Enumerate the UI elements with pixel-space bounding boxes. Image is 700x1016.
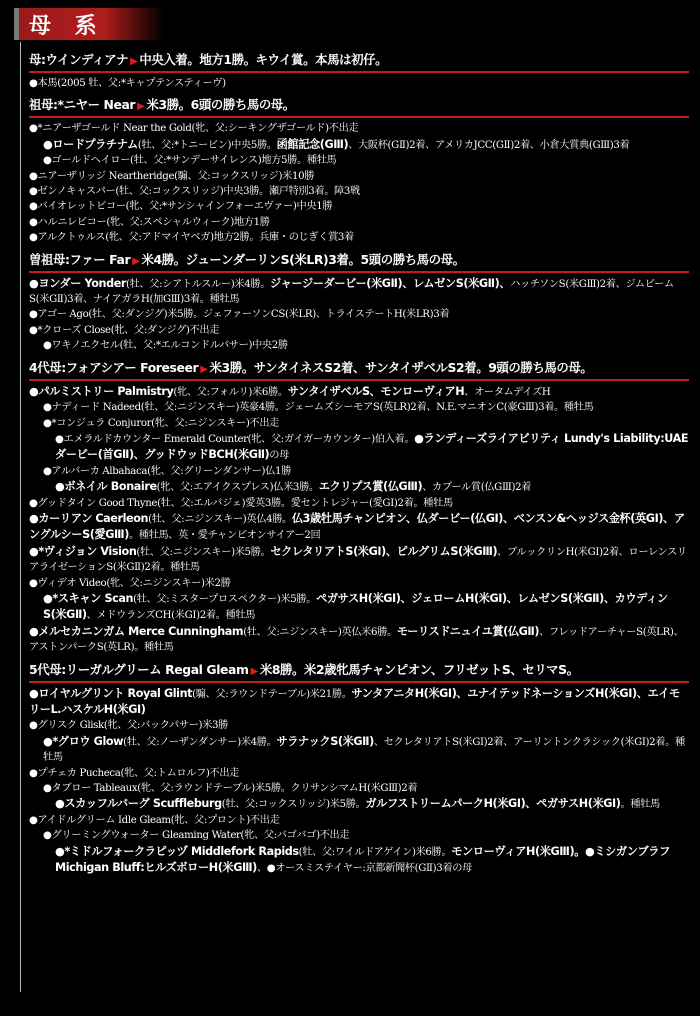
entry-text: ●ゼンノキャスパー(牡、父:コックスリッジ)中央3勝。瀬戸特別3着。障3戦 — [29, 186, 360, 198]
generation-section — [29, 660, 689, 877]
title-banner — [14, 8, 164, 40]
entry-text: 。種牡馬、英・愛チャンピオンサイアー2回 — [128, 530, 321, 542]
entry-bold-text: サンタアニタH(米GⅠ)、ユナイテッドネーションズH(米GⅠ)、エイモリーL.ハスケルH(米GⅠ) — [29, 686, 680, 716]
section-heading — [29, 358, 689, 377]
entry-text: (牡、父:シアトルスルー)米4勝。 — [126, 278, 271, 290]
entry-text: ●ゴールドヘイロー(牡、父:*サンデーサイレンス)地方5勝。種牡馬 — [43, 155, 337, 167]
entry-text: ●*ニアーザゴールド Near the Gold(牝、父:シーキングザゴールド)不出走 — [29, 123, 359, 135]
horse-entry — [29, 384, 689, 400]
horse-entry — [29, 215, 689, 230]
entry-bold-text: ●ヨンダー Yonder — [29, 276, 126, 290]
entry-text: ●アゴー Ago(牡、父:ダンジグ)米5勝。ジェファーソンCS(米LR)、トライステートH(米LR)3着 — [29, 309, 450, 321]
entry-text: ●アルバーカ Albahaca(牝、父:グリーンダンサー)仏1勝 — [43, 465, 291, 477]
title-marker — [14, 8, 19, 40]
entry-text: 、フレッドアーチャーS(英LR)、アストンパークS(英LR)。種牡馬 — [29, 626, 684, 654]
horse-entry — [29, 844, 689, 877]
entry-text: 、カブール賞(仏GⅢ)2着 — [422, 482, 532, 494]
entry-bold-text: 仏3歳牡馬チャンピオン、仏ダービー(仏GⅠ)、ベンスン&ヘッジス金杯(英GⅠ)、アングルシーS(愛GⅢ) — [29, 511, 685, 542]
entry-bold-text: セクレタリアトS(米GⅠ)、ピルグリムS(米GⅢ) — [270, 544, 498, 558]
section-heading-name: 祖母:*ニヤー Near — [29, 97, 136, 113]
entry-text: ●エメラルドカウンター Emerald Counter(牝、父:ガイガーカウンター)伯入着。 — [55, 433, 415, 445]
red-arrow-icon: ▶ — [132, 255, 140, 267]
entry-bold-text: 函館記念(GⅢ) — [276, 137, 349, 151]
generation-section — [29, 95, 689, 245]
entry-text: 。種牡馬 — [620, 799, 660, 811]
horse-entry — [29, 323, 689, 338]
entry-text: 、●オースミステイヤー:京都新聞杯(GⅡ)3着の母 — [256, 863, 472, 875]
maternal-line-content — [29, 50, 689, 880]
entry-bold-text: ●*ミドルフォークラピッヅ Middlefork Rapids — [55, 844, 299, 858]
entry-text: の母 — [269, 450, 289, 462]
section-heading-name: 母:ウインディアナ — [29, 52, 129, 67]
entry-bold-text: サラナックS(米GⅡ) — [276, 734, 374, 748]
entry-text: ●*コンジュラ Conjuror(牝、父:ニジンスキー)不出走 — [43, 417, 280, 429]
horse-entry — [29, 479, 689, 495]
entry-text: ●グッドタイン Good Thyne(牡、父:エルバジェ)愛英3勝。愛セントレジャー(愛GⅠ)2着。種牡馬 — [29, 497, 453, 509]
horse-entry — [29, 276, 689, 308]
horse-entry — [29, 431, 689, 464]
entry-bold-text: ●*スキャン Scan — [43, 591, 134, 605]
section-divider — [29, 379, 689, 381]
entry-text: 、ブルックリンH(米GⅠ)2着、ローレンスリアライゼーションS(米GⅡ)2着。種牡馬 — [29, 546, 687, 574]
horse-entry — [29, 718, 689, 733]
generation-section — [29, 50, 689, 91]
section-heading-text: 米8勝。米2歳牝馬チャンピオン、フリゼットS、セリマS。 — [259, 661, 579, 677]
entry-bold-text: ●パルミストリー Palmistry — [29, 384, 174, 398]
horse-entry — [29, 624, 689, 656]
entry-text: (牝、父:フォルリ)米6勝。 — [173, 386, 288, 398]
section-divider — [29, 271, 689, 273]
entry-bold-text: エクリプス賞(仏GⅢ) — [318, 480, 423, 494]
section-heading — [29, 250, 689, 269]
horse-entry — [29, 307, 689, 322]
horse-entry — [29, 153, 689, 168]
horse-entry — [29, 544, 689, 576]
entry-bold-text: ●スカッフルバーグ Scuffleburg — [55, 797, 222, 811]
entry-text: ●アイドルグリーム Idle Gleam(牝、父:プロント)不出走 — [29, 814, 280, 826]
section-heading-text: 米3勝。サンタイネスS2着、サンタイザベルS2着。9頭の勝ち馬の母。 — [209, 359, 593, 375]
entry-bold-text: ●*グロウ Glow — [43, 734, 124, 748]
entry-text: (牡、父:ニジンスキー)米5勝。 — [136, 546, 271, 558]
entry-text: (騸、父:ラウンドテーブル)米21勝。 — [192, 688, 352, 700]
red-arrow-icon: ▶ — [130, 56, 138, 67]
horse-entry — [29, 591, 689, 624]
section-heading-text: 中央入着。地方1勝。キウイ賞。本馬は初仔。 — [139, 52, 388, 67]
entry-text: (牝、父:エアイクスプレス)仏米3勝。 — [156, 482, 319, 494]
entry-text: ●ハルニレビコー(牝、父:スペシャルウィーク)地方1勝 — [29, 216, 270, 228]
entry-text: (牡、父:ノーザンダンサー)米4勝。 — [123, 736, 277, 748]
horse-entry — [29, 781, 689, 796]
entry-bold-text: ●ロードプラチナム — [43, 137, 138, 151]
entry-text: ●タブロー Tableaux(牝、父:ラウンドテーブル)米5勝。クリサンシマムH(米GⅢ)2着 — [43, 783, 418, 795]
horse-entry — [29, 416, 689, 431]
entry-text: ●バイオレットビコー(牝、父:*サンシャインフォーエヴァー)中央1勝 — [29, 201, 333, 213]
horse-entry — [29, 199, 689, 214]
entry-text: (牡、父:ニジンスキー)英仏4勝。 — [148, 513, 292, 525]
entry-text: ●プチェカ Pucheca(牝、父:トムロルフ)不出走 — [29, 767, 240, 779]
section-heading — [29, 95, 689, 114]
horse-entry — [29, 230, 689, 245]
entry-text: ●ニアーザリッジ Neartheridge(騸、父:コックスリッジ)米10勝 — [29, 170, 315, 182]
horse-entry — [29, 734, 689, 766]
entry-bold-text: ●*ヴィジョン Vision — [29, 544, 137, 558]
entry-text: ●グリスク Glisk(牝、父:バックパサー)米3勝 — [29, 720, 228, 732]
horse-entry — [29, 686, 689, 719]
horse-entry — [29, 338, 689, 353]
section-divider — [29, 681, 689, 683]
entry-bold-text: サンタイザベルS、モンローヴィアH — [287, 384, 465, 398]
horse-entry — [29, 121, 689, 136]
red-arrow-icon: ▶ — [137, 101, 145, 113]
horse-entry — [29, 400, 689, 415]
horse-entry — [29, 511, 689, 544]
entry-text: ●ワキノエクセル(牡、父:*エルコンドルパサー)中央2勝 — [43, 340, 288, 352]
entry-bold-text: モーリスドニュイユ賞(仏GⅡ) — [396, 624, 540, 638]
section-heading-text: 米4勝。ジューンダーリンS(米LR)3着。5頭の勝ち馬の母。 — [141, 251, 465, 267]
section-heading-name: 曽祖母:ファー Far — [29, 251, 131, 267]
horse-entry — [29, 464, 689, 479]
section-heading — [29, 660, 689, 679]
horse-entry — [29, 813, 689, 828]
section-divider — [29, 116, 689, 118]
entry-bold-text: ●ランディーズライアビリティ Lundy's Liability:UAEダービー(首GⅡ)、グッドウッドBCH(米GⅡ) — [55, 431, 689, 462]
entry-text: 、オータムデイズH — [464, 386, 551, 398]
entry-text: ●グリーミングウォーター Gleaming Water(牝、父:バゴバゴ)不出走 — [43, 830, 350, 842]
entry-bold-text: ●メルセカニンガム Merce Cunningham — [29, 624, 244, 638]
entry-bold-text: モンローヴィアH(米GⅢ)。●ミシガンブラフ Michigan Bluff:ヒルズボローH(米GⅢ) — [55, 844, 670, 875]
entry-text: 、大阪杯(GⅡ)2着、アメリカJCC(GⅡ)2着、小倉大賞典(GⅢ)3着 — [348, 139, 630, 151]
entry-text: ●本馬(2005 牡、父:*キャプテンスティーヴ) — [29, 78, 226, 89]
generation-section — [29, 358, 689, 656]
entry-bold-text: ガルフストリームパークH(米GⅠ)、ペガサスH(米GⅠ) — [365, 797, 621, 811]
left-rail-line — [20, 42, 21, 992]
section-heading-text: 米3勝。6頭の勝ち馬の母。 — [146, 97, 295, 113]
entry-text: (牡、父:ミスタープロスペクター)米5勝。 — [133, 593, 317, 605]
entry-text: ●*クローズ Close(牝、父:ダンジグ)不出走 — [29, 324, 220, 336]
page-title: 母 系 — [29, 13, 105, 39]
entry-text: 、セクレタリアトS(米GⅠ)2着、アーリントンクラシック(米GⅠ)2着。種牡馬 — [43, 736, 685, 764]
horse-entry — [29, 828, 689, 843]
entry-bold-text: ジャージーダービー(米GⅡ)、レムゼンS(米GⅡ)、 — [270, 276, 511, 290]
red-arrow-icon: ▶ — [250, 665, 258, 677]
entry-text: (牡、父:*トニービン)中央5勝。 — [137, 139, 277, 151]
entry-text: (牡、父:ニジンスキー)英仏米6勝。 — [243, 626, 397, 638]
entry-bold-text: ●カーリアン Caerleon — [29, 511, 149, 525]
horse-entry — [29, 796, 689, 812]
horse-entry — [29, 184, 689, 199]
entry-text: ハッチソンS(米GⅢ)2着、ジムビームS(米GⅡ)3着、ナイアガラH(加GⅢ)3着。種牡馬 — [29, 278, 674, 306]
entry-bold-text: ペガサスH(米GⅠ)、ジェロームH(米GⅠ)、レムゼンS(米GⅡ)、カウディンS(米GⅡ) — [43, 591, 668, 622]
entry-bold-text: ●ボネイル Bonaire — [55, 480, 157, 494]
entry-text: ●ナディード Nadeed(牡、父:ニジンスキー)英豪4勝。ジェームズシーモアS(英LR)2着、N.E.マニオンC(豪GⅢ)3着。種牡馬 — [43, 402, 594, 414]
entry-text: ●ヴィデオ Video(牝、父:ニジンスキー)米2勝 — [29, 577, 231, 589]
entry-bold-text: ●ロイヤルグリント Royal Glint — [29, 686, 193, 700]
section-heading — [29, 50, 689, 69]
entry-text: 、メドウランズCH(米GⅠ)2着。種牡馬 — [86, 610, 256, 622]
horse-entry — [29, 496, 689, 511]
horse-entry — [29, 169, 689, 184]
entry-text: ●アルクトゥルス(牝、父:アドマイヤベガ)地方2勝。兵庫・のじぎく賞3着 — [29, 232, 354, 244]
entry-text: (牡、父:コックスリッジ)米5勝。 — [221, 799, 366, 811]
horse-entry — [29, 576, 689, 591]
section-divider — [29, 71, 689, 73]
entry-text: (牡、父:ワイルドアゲイン)米6勝。 — [298, 846, 452, 858]
section-heading-name: 4代母:フォアシアー Foreseer — [29, 359, 199, 375]
horse-entry — [29, 137, 689, 153]
red-arrow-icon: ▶ — [200, 363, 208, 375]
section-heading-name: 5代母:リーガルグリーム Regal Gleam — [29, 661, 249, 677]
horse-entry — [29, 766, 689, 781]
generation-section — [29, 250, 689, 354]
horse-entry — [29, 76, 689, 91]
